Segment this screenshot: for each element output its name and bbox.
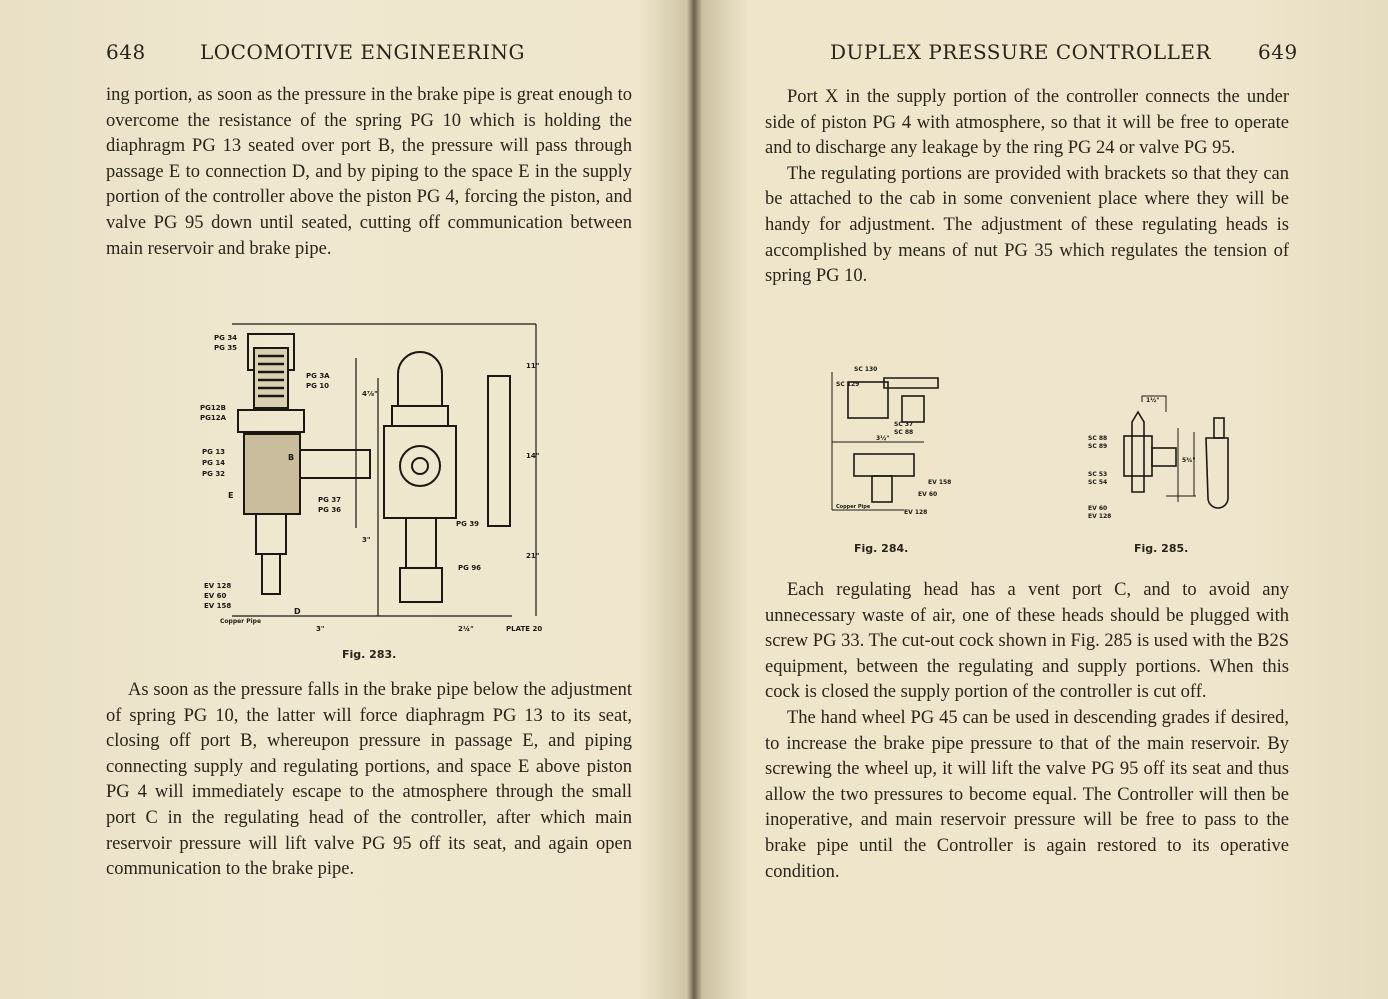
right-paragraph-3: Each regulating head has a vent port C, and to avoid any unnecessary waste of air, one of these heads should be plugged with screw PG 33. The cut-out cock shown in Fig. 285 is used with the B2S equipment, between the regulating and supply portions. When this cock is closed the supply portion of the controller is cut off. bbox=[765, 580, 1289, 703]
fig283-label-d: D bbox=[294, 607, 301, 616]
left-running-head: LOCOMOTIVE ENGINEERING bbox=[200, 40, 526, 64]
fig284-label-ev60: EV 60 bbox=[918, 491, 938, 498]
fig283-port-circle bbox=[400, 446, 440, 486]
fig283-label-b: B bbox=[288, 453, 295, 462]
right-page bbox=[700, 0, 1388, 999]
fig285-side bbox=[1152, 448, 1176, 466]
fig283-label-pg3a: PG 3A bbox=[306, 372, 330, 380]
left-paragraph-1: ing portion, as soon as the pressure in the brake pipe is great enough to overcome the resistance of the spring PG 10 which is holding the diaphragm PG 13 seated over port B, the pressure will pass through passage E to connection D, and by piping to the space E in the supply portion of the controller above the piston PG 4, forcing the piston, and valve PG 95 down until seated, cutting off communication between main reservoir and brake pipe. bbox=[106, 85, 632, 259]
fig283-label-pg14: PG 14 bbox=[202, 459, 226, 467]
figure-284-diagram bbox=[824, 362, 984, 522]
left-body-top bbox=[106, 83, 632, 262]
fig283-diaphragm-case bbox=[238, 410, 304, 432]
fig283-label-ev60: EV 60 bbox=[204, 592, 227, 600]
fig285-right-body bbox=[1206, 438, 1228, 508]
fig283-label-dim-21: 21" bbox=[526, 552, 540, 560]
fig283-label-dim-4: 4⅞" bbox=[362, 390, 378, 398]
right-page-number: 649 bbox=[1258, 40, 1298, 64]
fig284-label-sc37: SC 37 bbox=[894, 421, 914, 428]
fig285-body bbox=[1124, 436, 1152, 476]
right-body-bottom bbox=[765, 578, 1289, 885]
fig283-label-e: E bbox=[228, 491, 234, 500]
figure-285-caption: Fig. 285. bbox=[1134, 542, 1189, 555]
fig283-label-plate: PLATE 20 bbox=[506, 625, 543, 633]
fig284-label-copper-pipe: Copper Pipe bbox=[836, 504, 871, 510]
figure-283-caption: Fig. 283. bbox=[342, 648, 397, 661]
fig283-label-pg12b: PG12B bbox=[200, 404, 226, 412]
fig283-label-dim-14: 14" bbox=[526, 452, 540, 460]
fig284-lower-fitting bbox=[872, 476, 892, 502]
fig283-bracket bbox=[488, 376, 510, 526]
fig283-label-dim-3: 3" bbox=[316, 625, 325, 633]
fig284-label-sc88: SC 88 bbox=[894, 429, 914, 436]
right-paragraph-4: The hand wheel PG 45 can be used in descending grades if desired, to increase the brake pipe pressure to that of the main reservoir. By screwing the wheel up, it will lift the valve PG 95 off its seat and thus allow the two pressures to become equal. The Controller will then be inoperative, and main reservoir pressure will be free to pass to the brake pipe until the Controller is again restored to its operative condition. bbox=[765, 707, 1289, 882]
fig285-label-sc89: SC 89 bbox=[1088, 443, 1108, 450]
right-paragraph-1: Port X in the supply portion of the controller connects the under side of piston PG 4 with atmosphere, so that it will be free to operate and to discharge any leakage by the ring PG 24 or valve PG 95. bbox=[765, 87, 1289, 159]
fig283-label-pg96: PG 96 bbox=[458, 564, 482, 572]
fig284-label-ev128: EV 128 bbox=[904, 509, 928, 516]
left-body-bottom bbox=[106, 678, 632, 883]
fig283-label-dim-11: 11" bbox=[526, 362, 540, 370]
fig285-stem bbox=[1132, 412, 1144, 492]
fig284-handle bbox=[884, 378, 938, 388]
fig283-label-pg39: PG 39 bbox=[456, 520, 480, 528]
fig283-label-pg13: PG 13 bbox=[202, 448, 226, 456]
right-running-head: DUPLEX PRESSURE CONTROLLER bbox=[830, 40, 1212, 64]
fig285-right-plug bbox=[1214, 418, 1224, 438]
fig285-label-dim2: 5¾" bbox=[1182, 457, 1196, 464]
left-page-number: 648 bbox=[106, 40, 146, 64]
fig284-label-dim: 3½" bbox=[876, 435, 890, 442]
fig283-body bbox=[244, 434, 300, 514]
fig285-label-ev60: EV 60 bbox=[1088, 505, 1108, 512]
fig283-label-copper-pipe: Copper Pipe bbox=[220, 618, 262, 625]
fig283-fitting bbox=[262, 554, 280, 594]
fig283-label-pg37: PG 37 bbox=[318, 496, 342, 504]
fig283-nut bbox=[392, 406, 448, 426]
fig283-label-pg36: PG 36 bbox=[318, 506, 342, 514]
fig284-label-ev158: EV 158 bbox=[928, 479, 952, 486]
fig283-label-dim-3r: 3" bbox=[362, 536, 371, 544]
fig283-base-nut bbox=[400, 568, 442, 602]
fig285-label-sc53: SC 53 bbox=[1088, 471, 1108, 478]
right-body-top bbox=[765, 85, 1289, 290]
fig283-valve-body bbox=[384, 426, 456, 518]
fig285-dimension-lines bbox=[1142, 396, 1196, 502]
fig285-label-sc54: SC 54 bbox=[1088, 479, 1108, 486]
fig283-side-connection bbox=[300, 450, 370, 478]
fig283-label-pg35: PG 35 bbox=[214, 344, 238, 352]
figure-284-caption: Fig. 284. bbox=[854, 542, 909, 555]
fig284-label-sc129: SC 129 bbox=[836, 381, 860, 388]
figure-285-diagram bbox=[1086, 392, 1236, 532]
figure-283-diagram bbox=[196, 318, 556, 636]
fig283-label-dim-2q: 2¼" bbox=[458, 625, 474, 633]
fig284-right-fitting bbox=[902, 396, 924, 422]
left-page bbox=[0, 0, 690, 999]
fig283-label-pg10: PG 10 bbox=[306, 382, 330, 390]
fig284-tee-body bbox=[854, 454, 914, 476]
fig283-label-ev128: EV 128 bbox=[204, 582, 232, 590]
fig283-port-inner bbox=[412, 458, 428, 474]
fig283-label-ev158: EV 158 bbox=[204, 602, 232, 610]
fig283-label-pg34: PG 34 bbox=[214, 334, 238, 342]
fig285-label-ev128: EV 128 bbox=[1088, 513, 1112, 520]
left-paragraph-2: As soon as the pressure falls in the brake pipe below the adjustment of spring PG 10, the latter will force diaphragm PG 13 to its seat, closing off port B, whereupon pressure in passage E, and piping connecting supply and regulating portions, and space E above piston PG 4 will immediately escape to the atmosphere through the small port C in the regulating head of the controller, after which main reservoir pressure will lift valve PG 95 off its seat, and again open communication to the brake pipe. bbox=[106, 680, 632, 880]
fig283-lower-body bbox=[256, 514, 286, 554]
right-paragraph-2: The regulating portions are provided with brackets so that they can be attached to the cab in some convenient place where they will be handy for adjustment. The adjustment of these regulating heads is accomplished by means of nut PG 35 which regulates the tension of spring PG 10. bbox=[765, 163, 1289, 287]
fig285-label-sc88: SC 88 bbox=[1088, 435, 1108, 442]
fig283-stem bbox=[406, 518, 436, 568]
fig283-dome bbox=[398, 352, 442, 406]
fig284-label-sc130: SC 130 bbox=[854, 366, 878, 373]
fig283-label-pg32: PG 32 bbox=[202, 470, 226, 478]
fig283-label-pg12a: PG12A bbox=[200, 414, 227, 422]
fig285-label-dim: 1½" bbox=[1146, 397, 1160, 404]
